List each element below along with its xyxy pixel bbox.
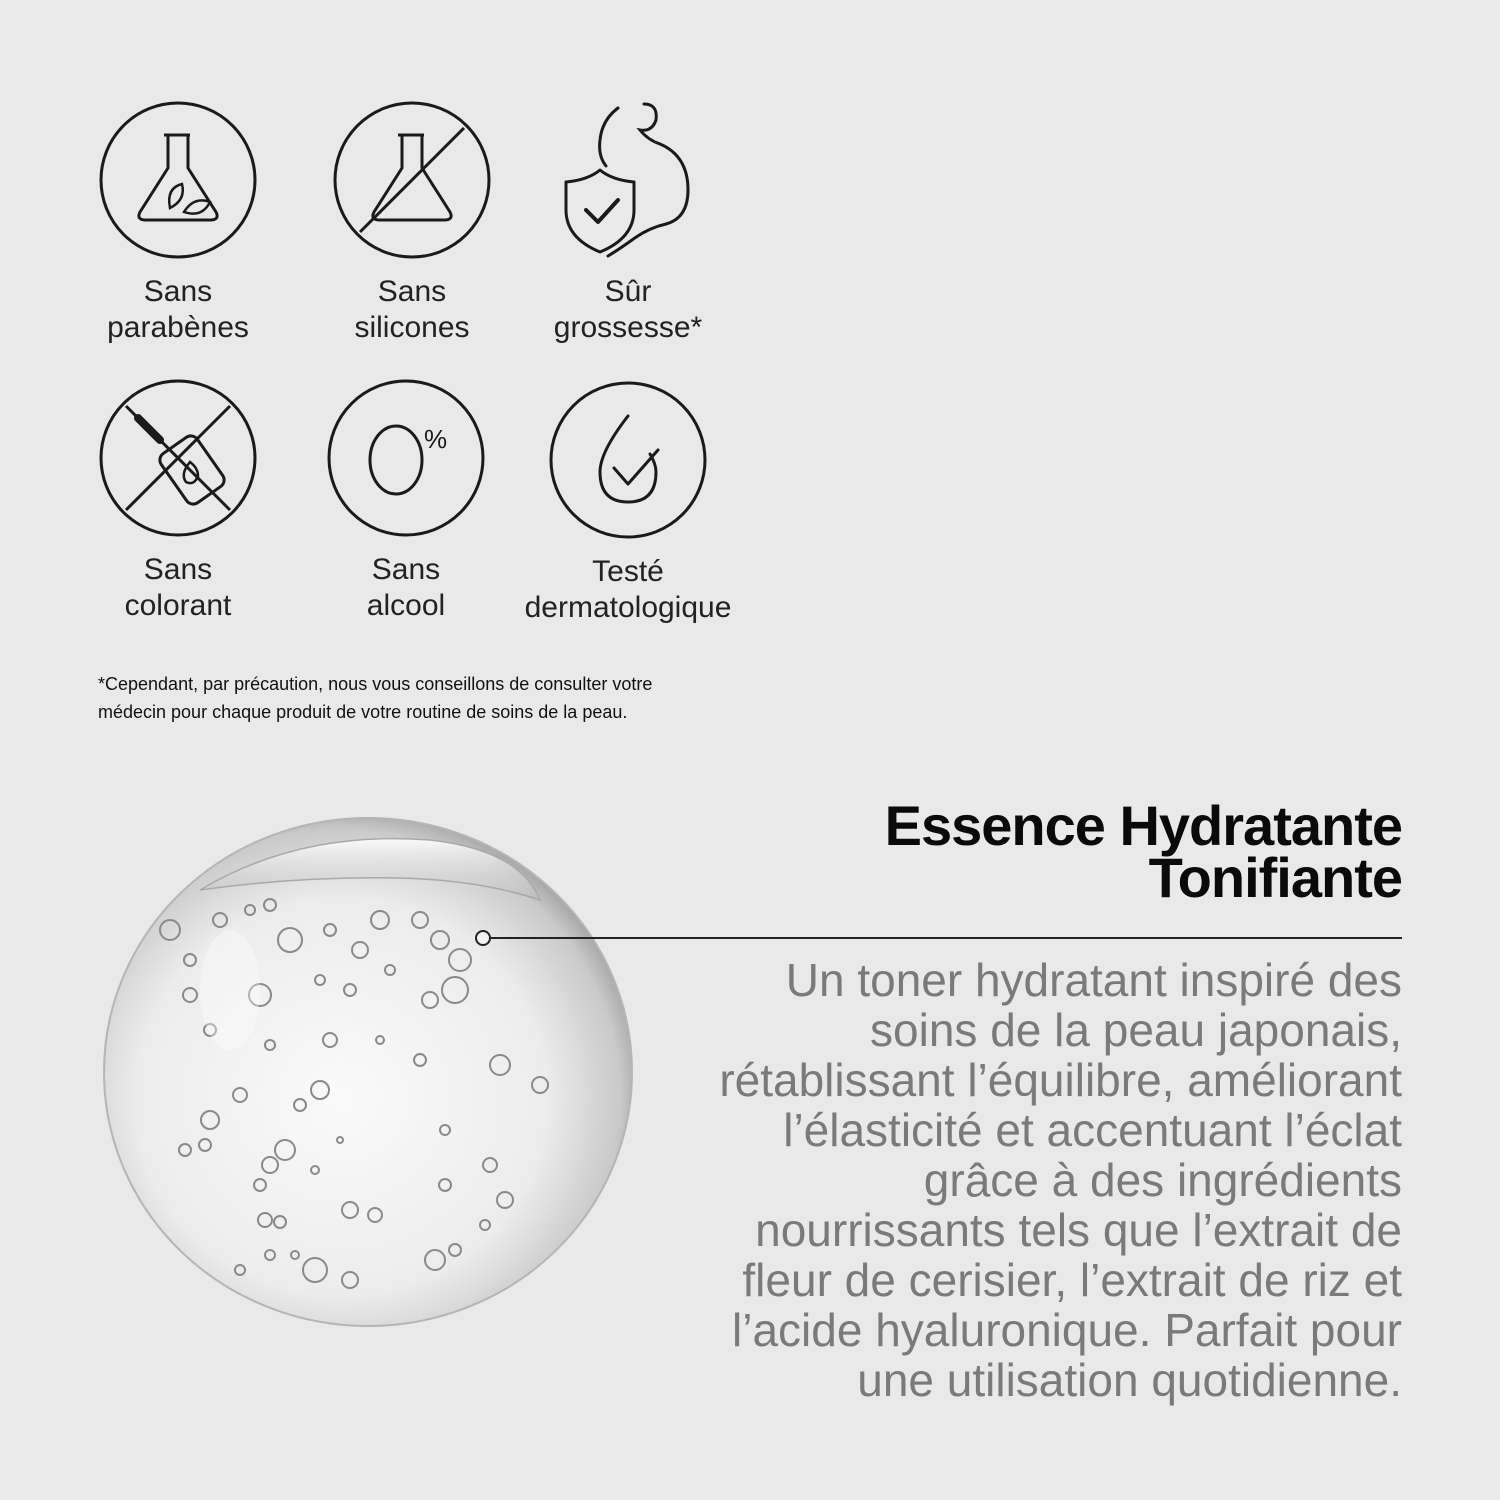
zero-percent-icon (326, 378, 486, 538)
pointer-dot (475, 930, 491, 946)
flask-leaf-icon (98, 100, 258, 260)
badge-paraben-free (48, 100, 308, 346)
footnote: *Cependant, par précaution, nous vous conseillons de consulter votre médecin pour chaque produit de votre routine de soins de la peau. (98, 674, 653, 722)
liquid-drop-illustration (100, 810, 635, 1330)
badge-dermatologically-tested (498, 380, 758, 626)
badge-label: Sans silicones (354, 275, 470, 344)
pregnancy-shield-icon (548, 100, 708, 260)
flask-crossed-icon (332, 100, 492, 260)
badge-pregnancy-safe (498, 100, 758, 346)
badge-label: Testé dermatologique (524, 555, 732, 624)
badge-label: Sans alcool (366, 553, 446, 622)
pointer-line (490, 937, 1402, 939)
badge-alcohol-free (276, 378, 536, 624)
product-title: Essence Hydratante Tonifiante (884, 794, 1402, 909)
product-description: Un toner hydratant inspiré des soins de la peau japonais, rétablissant l’équilibre, améliorant l’élasticité et accentuant l’éclat grâce à des ingrédients nourrissants tels que l’extrait de fleur de cerisier, l’extrait de riz et l’acide hyaluronique. Parfait pour une utilisation quotidienne. (719, 954, 1402, 1406)
svg-text:%: % (424, 424, 448, 454)
badge-label: Sans colorant (124, 553, 232, 622)
badge-label: Sûr grossesse* (553, 275, 703, 344)
dropper-crossed-icon (98, 378, 258, 538)
badge-label: Sans parabènes (107, 275, 249, 344)
drop-check-icon (548, 380, 708, 540)
badge-colorant-free (48, 378, 308, 624)
